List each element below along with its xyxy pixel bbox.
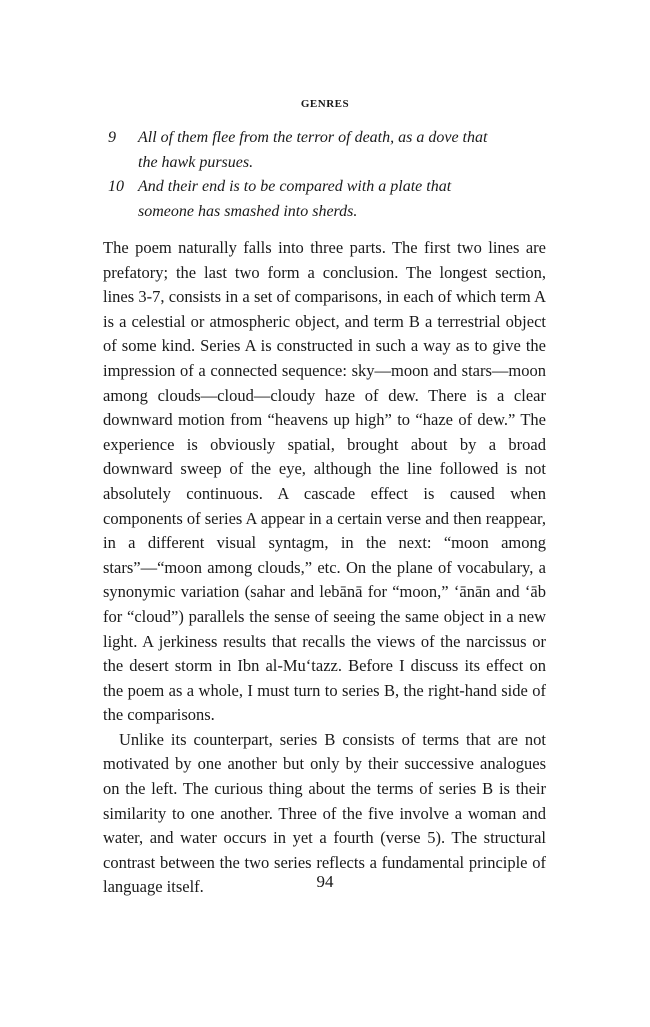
verse-block bbox=[108, 126, 568, 224]
verse-10 bbox=[108, 175, 568, 224]
running-head: GENRES bbox=[300, 98, 350, 110]
page-number: 94 bbox=[316, 872, 334, 891]
body-text bbox=[103, 236, 546, 900]
paragraph-1: The poem naturally falls into three parts. The first two lines are prefatory; the last two form a conclusion. The longest section, lines 3-7, consists in a set of comparisons, in each of which term A is a celestial or atmospheric object, and term B a terrestrial object of some kind. Series A is constructed in such a way as to give the impression of a connected sequence: sky—moon and stars—moon among clouds—cloud—cloudy haze of dew. There is a clear downward motion from “heavens up high” to “haze of dew.” The experience is obviously spatial, brought about by a broad downward sweep of the eye, although the line followed is not absolutely continuous. A cascade effect is caused when components of series A appear in a certain verse and then reappear, in a different visual syntagm, in the next: “moon among stars”—“moon among clouds,” etc. On the plane of vocabulary, a synonymic variation (sahar and lebānā for “moon,” ‘ānān and ‘āb for “cloud”) parallels the sense of seeing the same object in a new light. A jerkiness results that recalls the views of the narcissus or the desert storm in Ibn al-Mu‘tazz. Before I discuss its effect on the poem as a whole, I must turn to series B, the right-hand side of the comparisons. bbox=[103, 238, 546, 725]
verse-number: 9 bbox=[108, 129, 116, 146]
verse-number: 10 bbox=[108, 178, 124, 195]
verse-9 bbox=[108, 126, 568, 175]
verse-line: the hawk pursues. bbox=[138, 153, 254, 171]
verse-line: All of them flee from the terror of death, as a dove that bbox=[138, 129, 488, 146]
verse-line: And their end is to be compared with a plate that bbox=[138, 178, 452, 195]
verse-line: someone has smashed into sherds. bbox=[138, 202, 358, 220]
paragraph-2: Unlike its counterpart, series B consists of terms that are not motivated by one another but only by their successive analogues on the left. The curious thing about the terms of series B is their similarity to one another. Three of the five involve a woman and water, and water occurs in yet a fourth (verse 5). The structural contrast between the two series reflects a fundamental principle of language itself. bbox=[103, 729, 546, 897]
